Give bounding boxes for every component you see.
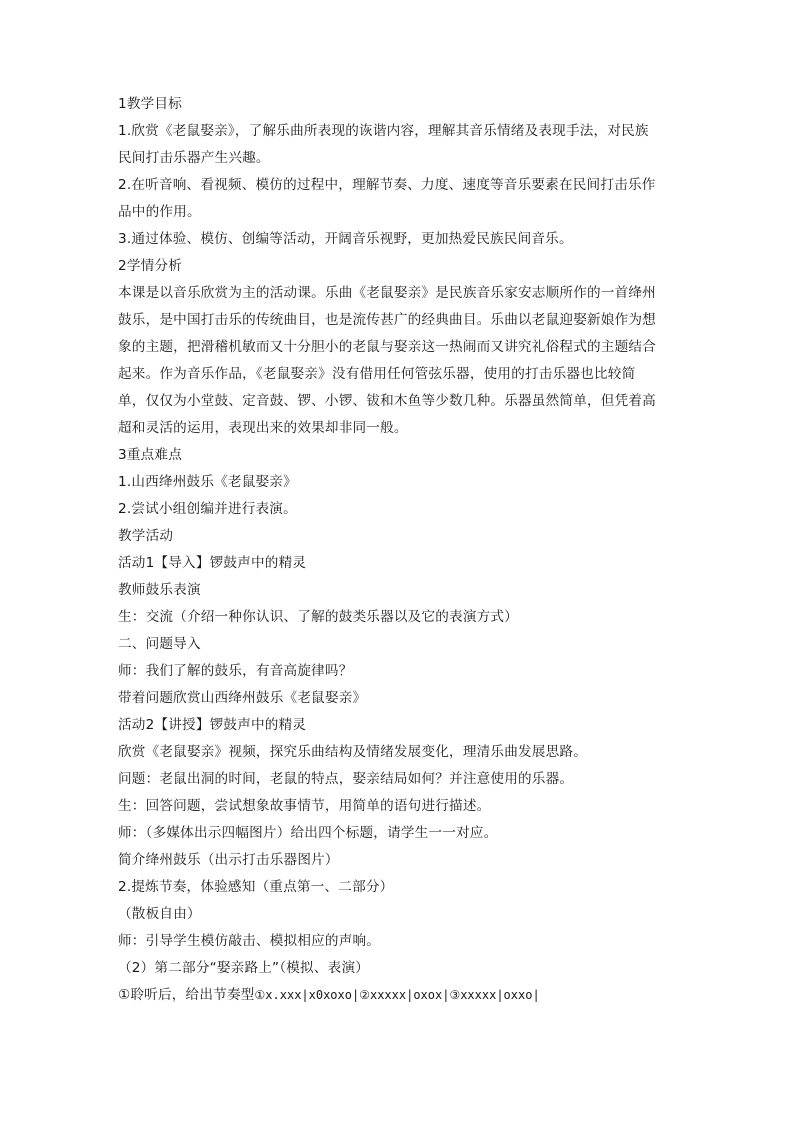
paragraph-line: 生：回答问题，尝试想象故事情节，用简单的语句进行描述。 xyxy=(118,798,491,814)
paragraph-line: 象的主题，把滑稽机敏而又十分胆小的老鼠与娶亲这一热闹而又讲究礼俗程式的主题结合 xyxy=(118,339,656,355)
document-body xyxy=(118,91,678,1009)
paragraph-line: 2.提炼节奏，体验感知（重点第一、二部分） xyxy=(118,879,394,895)
paragraph-line: 超和灵活的运用，表现出来的效果却非同一般。 xyxy=(118,420,408,436)
paragraph-line: 1.山西绛州鼓乐《老鼠娶亲》 xyxy=(118,474,297,490)
section-heading-objectives: 1教学目标 xyxy=(118,96,183,112)
activity-heading: 活动1【导入】锣鼓声中的精灵 xyxy=(118,555,307,571)
paragraph-line: 2.尝试小组创编并进行表演。 xyxy=(118,501,297,517)
paragraph-line: 鼓乐，是中国打击乐的传统曲目，也是流传甚广的经典曲目。乐曲以老鼠迎娶新娘作为想 xyxy=(118,312,656,328)
paragraph-line: 民间打击乐器产生兴趣。 xyxy=(118,150,270,166)
paragraph-line: 简介绛州鼓乐（出示打击乐器图片） xyxy=(118,852,339,868)
section-heading-activities: 教学活动 xyxy=(118,528,174,544)
paragraph-line: 2.在听音响、看视频、模仿的过程中，理解节奏、力度、速度等音乐要素在民间打击乐作 xyxy=(118,177,656,193)
paragraph-line: 师：（多媒体出示四幅图片）给出四个标题，请学生一一对应。 xyxy=(118,825,498,841)
paragraph-line: 1.欣赏《老鼠娶亲》，了解乐曲所表现的诙谐内容，理解其音乐情绪及表现手法，对民族 xyxy=(118,123,649,139)
rhythm-prefix: ①聆听后，给出节奏型 xyxy=(118,987,255,1003)
paragraph-line: 师：我们了解的鼓乐，有音高旋律吗？ xyxy=(118,663,353,679)
paragraph-line: 带着问题欣赏山西绛州鼓乐《老鼠娶亲》 xyxy=(118,690,367,706)
paragraph-line: （2）第二部分“娶亲路上”（模拟、表演） xyxy=(118,960,370,976)
paragraph-line: 欣赏《老鼠娶亲》视频，探究乐曲结构及情绪发展变化，理清乐曲发展思路。 xyxy=(118,744,587,760)
paragraph-line: 3.通过体验、模仿、创编等活动，开阔音乐视野，更加热爱民族民间音乐。 xyxy=(118,231,573,247)
section-heading-analysis: 2学情分析 xyxy=(118,258,183,274)
paragraph-line: 本课是以音乐欣赏为主的活动课。乐曲《老鼠娶亲》是民族音乐家安志顺所作的一首绛州 xyxy=(118,285,656,301)
rhythm-pattern-line xyxy=(118,982,678,1009)
rhythm-pattern: ①x.xxx|x0xoxo|②xxxxx|oxox|③xxxxx|oxxo| xyxy=(254,988,540,1002)
paragraph-line: 起来。作为音乐作品，《老鼠娶亲》没有借用任何管弦乐器，使用的打击乐器也比较简 xyxy=(118,366,636,382)
paragraph-line: 师：引导学生模仿敲击、模拟相应的声响。 xyxy=(118,933,381,949)
paragraph-line: 二、问题导入 xyxy=(118,636,201,652)
paragraph-line: 生：交流（介绍一种你认识、了解的鼓类乐器以及它的表演方式） xyxy=(118,609,519,625)
section-heading-key-points: 3重点难点 xyxy=(118,447,183,463)
paragraph-line: 教师鼓乐表演 xyxy=(118,582,201,598)
paragraph-line: （散板自由） xyxy=(118,906,201,922)
activity-heading: 活动2【讲授】锣鼓声中的精灵 xyxy=(118,717,307,733)
paragraph-line: 问题：老鼠出洞的时间，老鼠的特点，娶亲结局如何？并注意使用的乐器。 xyxy=(118,771,574,787)
paragraph-line: 品中的作用。 xyxy=(118,204,201,220)
paragraph-line: 单，仅仅为小堂鼓、定音鼓、锣、小锣、钹和木鱼等少数几种。乐器虽然简单，但凭着高 xyxy=(118,393,656,409)
